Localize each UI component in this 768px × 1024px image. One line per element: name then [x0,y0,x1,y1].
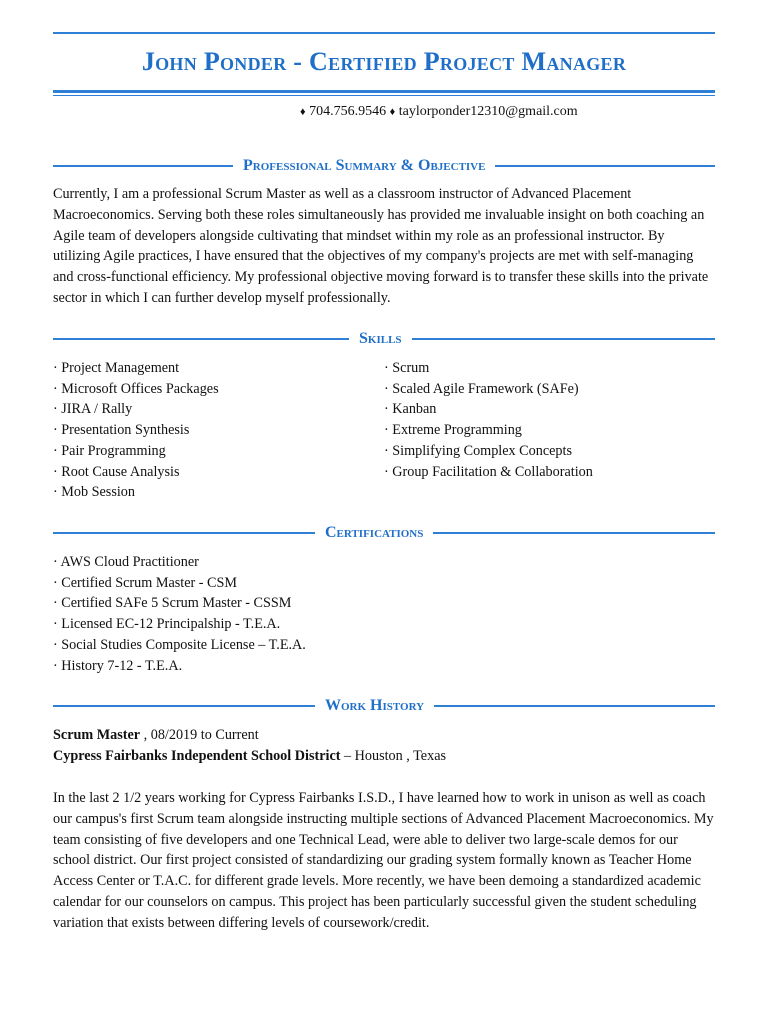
job-title: Scrum Master [53,727,141,743]
section-header-work-history [53,696,715,716]
list-item: · History 7-12 - T.E.A. [53,657,183,674]
list-item: · Extreme Programming [384,422,522,439]
list-item: · Project Management [53,360,180,376]
list-item: · Simplifying Complex Concepts [384,442,572,459]
list-item: · Microsoft Offices Packages [53,380,219,397]
list-item: · Kanban [384,401,437,418]
email-address: taylorponder12310@gmail.com [398,104,578,119]
section-title: Skills [359,330,402,347]
employer-location: – Houston , Texas [340,748,447,764]
section-header-skills [53,329,715,349]
certifications-list [53,552,306,676]
employer-name: Cypress Fairbanks Independent School District [53,748,341,764]
section-title: Work History [325,697,425,714]
section-title: Certifications [325,524,424,541]
candidate-name: John Ponder - Certified Project Manager [141,47,627,76]
contact-line [300,103,578,121]
list-item: · Mob Session [53,484,135,501]
list-item: · Group Facilitation & Collaboration [384,463,593,480]
header-bottom-rule [53,90,715,93]
list-item: · Licensed EC-12 Principalship - T.E.A. [53,616,281,633]
diamond-bullet-icon: ♦ [389,106,396,118]
list-item: · Certified SAFe 5 Scrum Master - CSSM [53,595,292,612]
list-item: · Scrum [384,360,430,376]
list-item: · Root Cause Analysis [53,463,180,480]
list-item: · Pair Programming [53,442,166,459]
list-item: · JIRA / Rally [53,401,133,418]
job-description: In the last 2 1/2 years working for Cypress Fairbanks I.S.D., I have learned how to work in unison as well as coach our campus's first Scrum team alongside instructing multiple sections of Advanced Placement Macroeconomics. My team consisting of five developers and one Technical Lead, were able to deliver two large-scale demos for our school district. Our first project consisted of standardizing our grading system formally known as Teacher Home Access Center or T.A.C. for different grade levels. More recently, we have been demoing a standardized academic calendar for our counselors on campus. This project has been particularly successful given the student scheduling variation that exists between differing levels of coursework/credit. [53,790,714,931]
list-item: · Certified Scrum Master - CSM [53,574,238,591]
header-top-rule [53,32,715,34]
skills-list-right [384,358,593,482]
job-dates: , 08/2019 to Current [140,727,259,743]
section-title: Professional Summary & Objective [243,157,486,174]
section-header-summary [53,156,715,176]
summary-text: Currently, I am a professional Scrum Master as well as a classroom instructor of Advanced Placement Macroeconomics. Serving both these roles simultaneously has provided me invaluable insight on both coaching an Agile team of developers alongside cultivating that mindset within my role as an professional instructor. By utilizing Agile practices, I have ensured that the objectives of my company's projects are met with self-managing and cross-functional efficiency. My professional objective moving forward is to transfer these skills into the private sector in which I can further develop myself professionally. [53,186,709,306]
list-item: · Social Studies Composite License – T.E.A. [53,636,306,653]
phone-number: 704.756.9546 [309,104,387,119]
diamond-bullet-icon: ♦ [300,106,306,118]
header-bottom-thin-rule [53,95,715,96]
skills-list-left [53,358,219,503]
list-item: · AWS Cloud Practitioner [53,554,199,570]
job-title-line [53,725,715,746]
employer-line [53,746,715,767]
list-item: · Presentation Synthesis [53,422,190,439]
list-item: · Scaled Agile Framework (SAFe) [384,380,579,397]
section-header-certifications [53,523,715,543]
